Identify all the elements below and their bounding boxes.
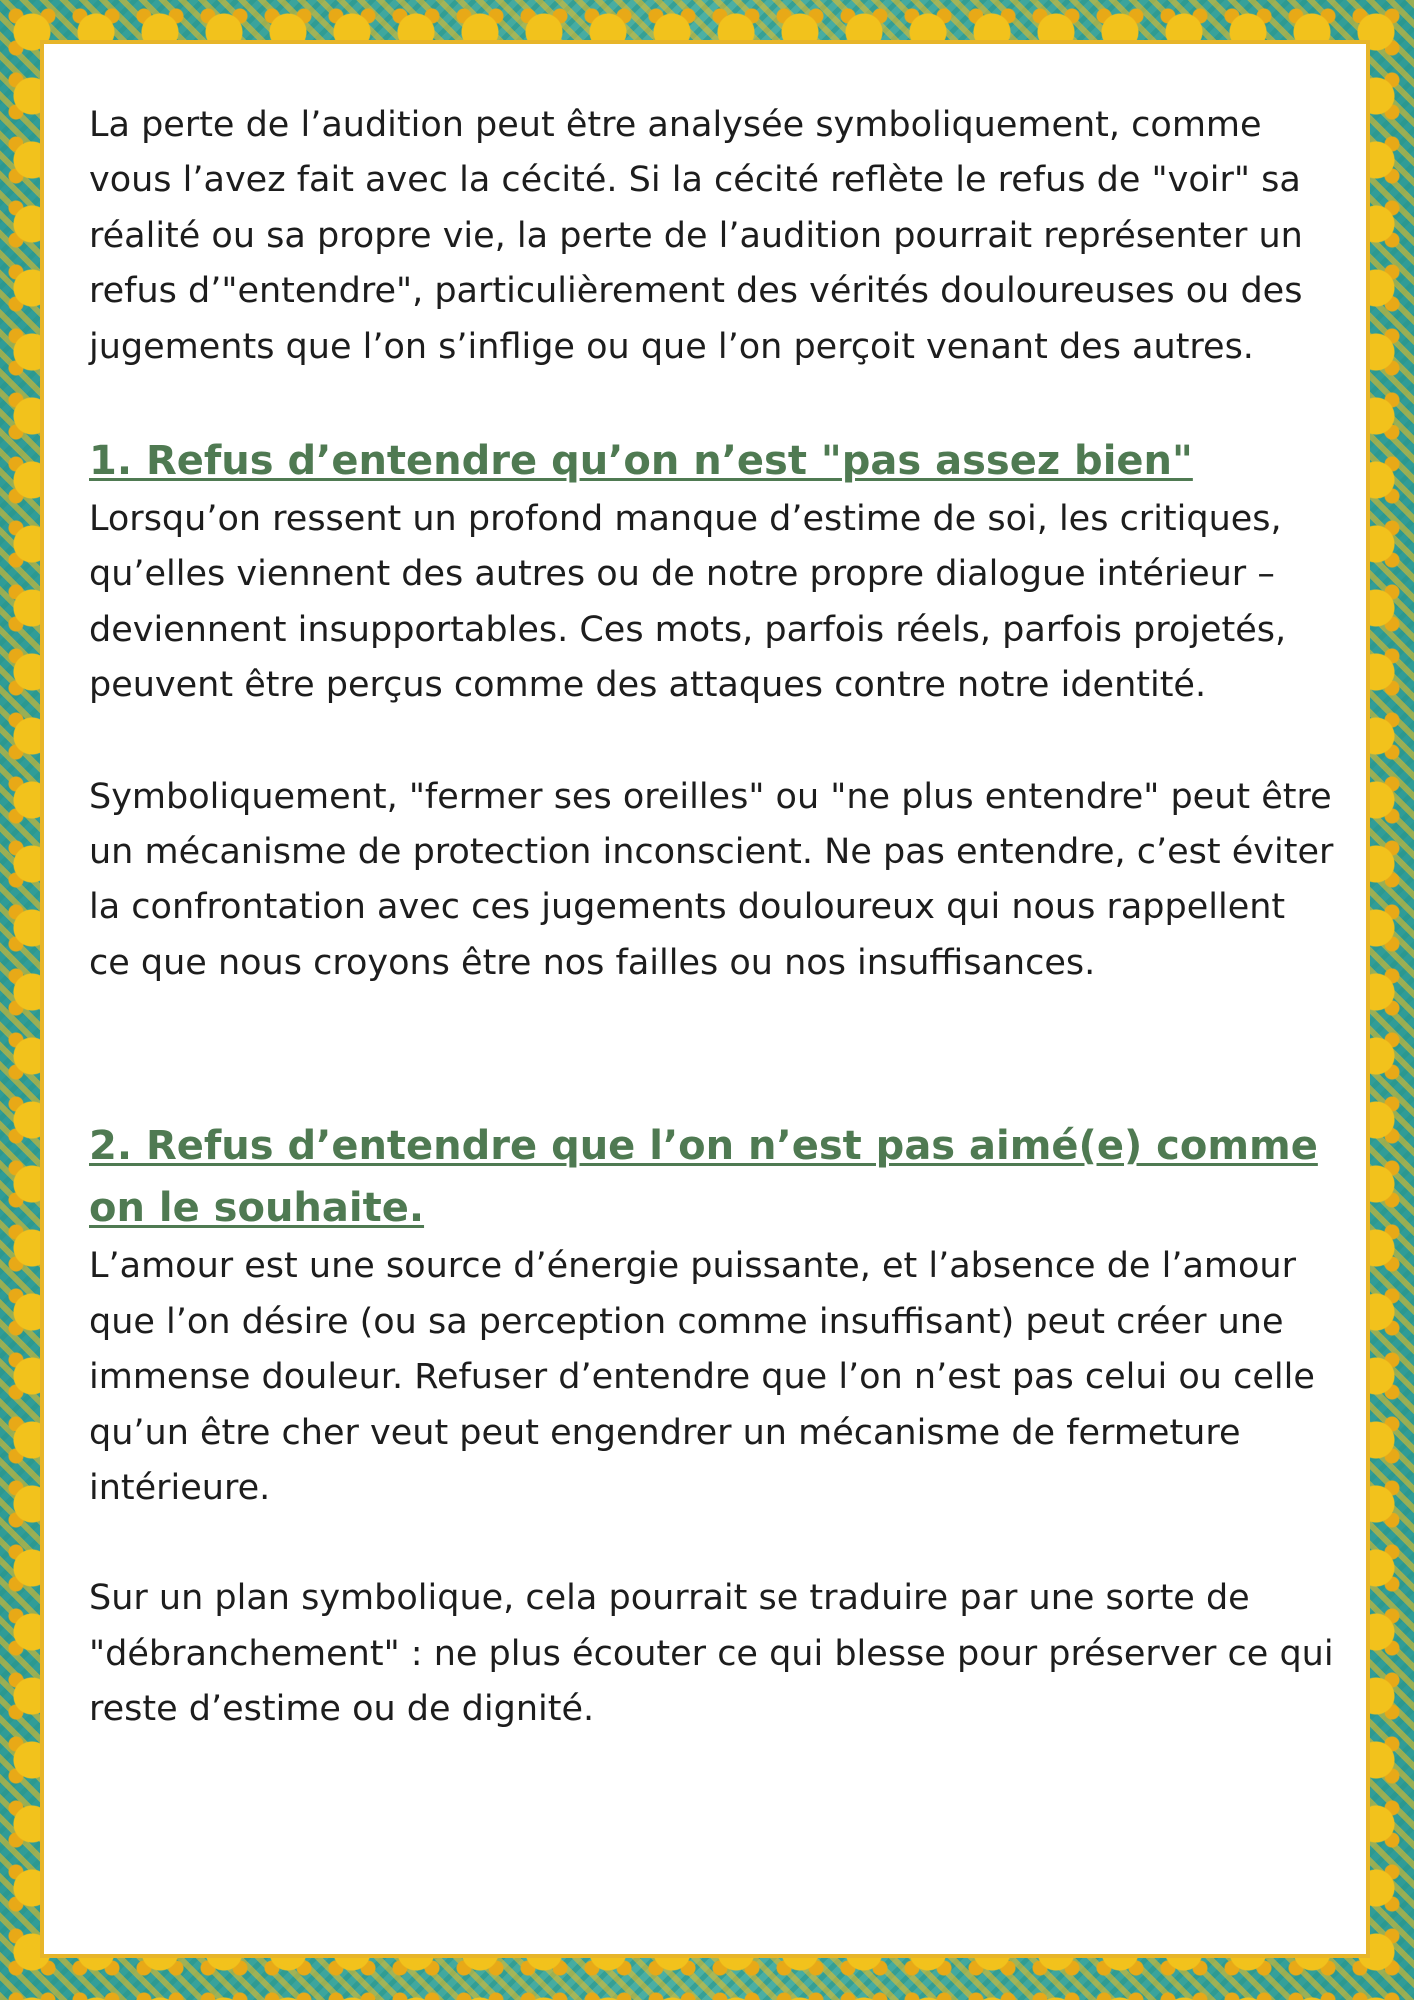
intro-paragraph: La perte de l’audition peut être analysée symboliquement, comme vous l’avez fait avec la cécité. Si la cécité reflète le refus de "voir" sa réalité ou sa propre vie, la perte de l’audition pourrait représenter un refus d’"entendre", particulièrement des vérités douloureuses ou des jugements que l’on s’inflige ou que l’on perçoit venant des autres. [89,105,1303,367]
document-page [40,40,1370,1958]
section-1-paragraph-1: Lorsqu’on ressent un profond manque d’estime de soi, les critiques, qu’elles viennent des autres ou de notre propre dialogue intérieur – deviennent insupportables. Ces mots, parfois réels, parfois projetés, peuvent être perçus comme des attaques contre notre identité. [89,499,1287,706]
section-2-paragraph-2: Sur un plan symbolique, cela pourrait se traduire par une sorte de "débranchement" : ne plus écouter ce qui blesse pour préserver ce qui reste d’estime ou de dignité. [89,1578,1334,1730]
section-1-heading: 1. Refus d’entendre qu’on n’est "pas assez bien" [89,438,1193,485]
section-1-paragraph-2: Symboliquement, "fermer ses oreilles" ou "ne plus entendre" peut être un mécanisme de protection inconscient. Ne pas entendre, c’est éviter la confrontation avec ces jugements douloureux qui nous rappellent ce que nous croyons être nos failles ou nos insuffisances. [89,776,1334,983]
section-2-paragraph-1: L’amour est une source d’énergie puissante, et l’absence de l’amour que l’on désire (ou sa perception comme insuffisant) peut créer une immense douleur. Refuser d’entendre que l’on n’est pas celui ou celle qu’un être cher veut peut engendrer un mécanisme de fermeture intérieure. [89,1246,1315,1508]
document-content [89,98,1334,1738]
section-2-heading: 2. Refus d’entendre que l’on n’est pas aimé(e) comme on le souhaite. [89,1123,1318,1232]
